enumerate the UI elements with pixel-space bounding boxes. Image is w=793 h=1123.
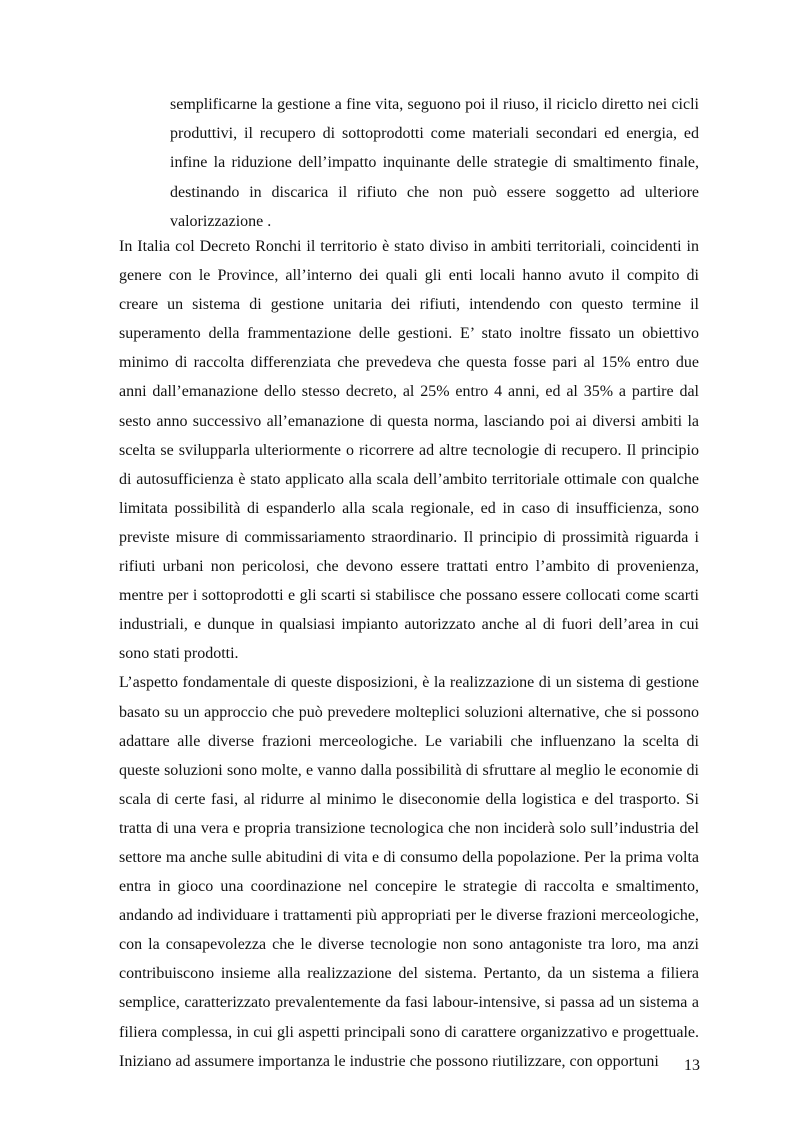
indented-list-continuation: [170, 90, 699, 236]
body-text: [119, 232, 699, 1076]
paragraph-aspetto-fondamentale: L’aspetto fondamentale di queste disposizioni, è la realizzazione di un sistema di gestione basato su un approccio che può prevedere molteplici soluzioni alternative, che si possono adattare alle diverse frazioni merceologiche. Le variabili che influenzano la scelta di queste soluzioni sono molte, e vanno dalla possibilità di sfruttare al meglio le economie di scala di certe fasi, al ridurre al minimo le diseconomie della logistica e del trasporto. Si tratta di una vera e propria transizione tecnologica che non inciderà solo sull’industria del settore ma anche sulle abitudini di vita e di consumo della popolazione. Per la prima volta entra in gioco una coordinazione nel concepire le strategie di raccolta e smaltimento, andando ad individuare i trattamenti più appropriati per le diverse frazioni merceologiche, con la consapevolezza che le diverse tecnologie non sono antagoniste tra loro, ma anzi contribuiscono insieme alla realizzazione del sistema. Pertanto, da un sistema a filiera semplice, caratterizzato prevalentemente da fasi labour-intensive, si passa ad un sistema a filiera complessa, in cui gli aspetti principali sono di carattere organizzativo e progettuale. Iniziano ad assumere importanza le industrie che possono riutilizzare, con opportuni: [119, 674, 699, 1070]
paragraph-decreto-ronchi: In Italia col Decreto Ronchi il territorio è stato diviso in ambiti territoriali, coincidenti in genere con le Province, all’interno dei quali gli enti locali hanno avuto il compito di creare un sistema di gestione unitaria dei rifiuti, intendendo con questo termine il superamento della frammentazione delle gestioni. E’ stato inoltre fissato un obiettivo minimo di raccolta differenziata che prevedeva che questa fosse pari al 15% entro due anni dall’emanazione dello stesso decreto, al 25% entro 4 anni, ed al 35% a partire dal sesto anno successivo all’emanazione di questa norma, lasciando poi ai diversi ambiti la scelta se svilupparla ulteriormente o ricorrere ad altre tecnologie di recupero. Il principio di autosufficienza è stato applicato alla scala dell’ambito territoriale ottimale con qualche limitata possibilità di espanderlo alla scala regionale, ed in caso di insufficienza, sono previste misure di commissariamento straordinario. Il principio di prossimità riguarda i rifiuti urbani non pericolosi, che devono essere trattati entro l’ambito di provenienza, mentre per i sottoprodotti e gli scarti si stabilisce che possano essere collocati come scarti industriali, e dunque in qualsiasi impianto autorizzato anche al di fuori dell’area in cui sono stati prodotti.: [119, 238, 699, 663]
page-number: 13: [684, 1057, 700, 1074]
indented-paragraph: semplificarne la gestione a fine vita, seguono poi il riuso, il riciclo diretto nei cicli produttivi, il recupero di sottoprodotti come materiali secondari ed energia, ed infine la riduzione dell’impatto inquinante delle strategie di smaltimento finale, destinando in discarica il rifiuto che non può essere soggetto ad ulteriore valorizzazione .: [170, 96, 699, 230]
